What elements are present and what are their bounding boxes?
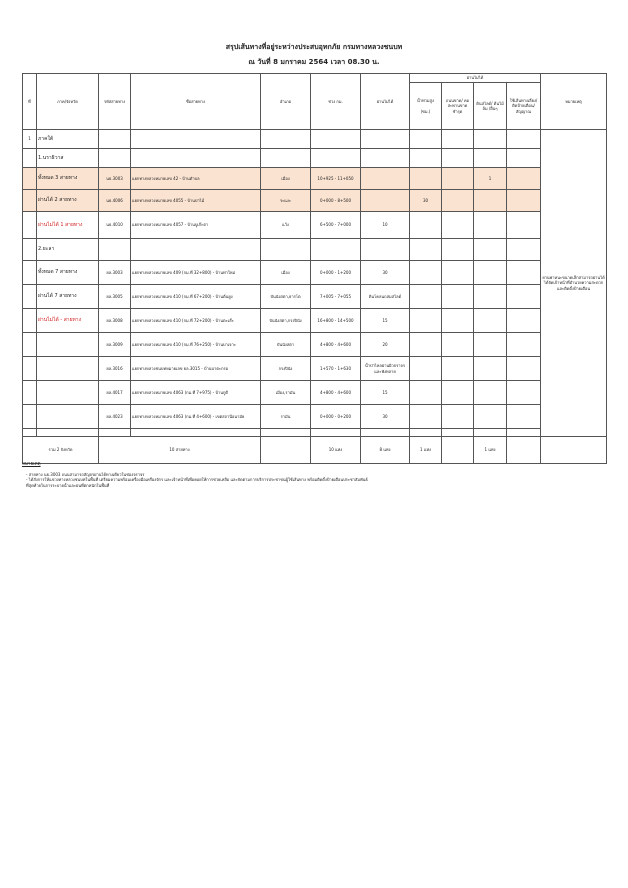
detour [507, 309, 541, 333]
detour [507, 333, 541, 357]
totals-impassable: 8 แห่ง [361, 437, 410, 464]
impassable: ดินโคลนถล่มสไลด์ [361, 285, 410, 309]
bridge [442, 333, 474, 357]
slide [474, 357, 507, 381]
impassable: 20 [361, 333, 410, 357]
col-bridge: ถนนขาด/ คอสะพานขาด ชำรุด [442, 83, 474, 130]
col-detour: ใช้เส้นทางเลี่ยง/ติดป้ายเตือน/สัญญาณ [507, 83, 541, 130]
bridge [442, 381, 474, 405]
province-name: 2.ยะลา [37, 239, 99, 261]
remark-cell: ยานพาหนะขนาดเล็กสามารถผ่านได้ ได้จัดเจ้าหน้าที่อำนวยความสะดวกและติดตั้งป้ายเตือน [541, 130, 607, 437]
water [410, 381, 442, 405]
col-region: ภาค/จังหวัด [37, 74, 99, 130]
totals-roads: 10 สายทาง [99, 437, 261, 464]
region-name: ภาคใต้ [37, 130, 99, 149]
road-code: ยล.3009 [99, 333, 131, 357]
road-code: ยล.3005 [99, 285, 131, 309]
water [410, 168, 442, 190]
district: กรงปินัง [261, 357, 311, 381]
province-name: 1.นราธิวาส [37, 149, 99, 168]
detour [507, 190, 541, 212]
bridge [442, 190, 474, 212]
water [410, 261, 442, 285]
col-impassable: ผ่านไม่ได้ [361, 74, 410, 130]
km-range: 6+500 - 7+000 [311, 212, 361, 239]
district: บันนังสตา,กรงปินัง [261, 309, 311, 333]
road-code: ยล.3008 [99, 309, 131, 333]
bridge [442, 261, 474, 285]
flood-summary-table [22, 73, 607, 464]
road-name: แยกทางหลวงหมายเลข 4057 - บ้านบูเก๊ะตา [131, 212, 261, 239]
slide [474, 381, 507, 405]
header-row-1 [23, 74, 607, 83]
impassable: 30 [361, 261, 410, 285]
table-row [23, 405, 607, 429]
detour [507, 168, 541, 190]
notes [22, 462, 602, 489]
table-row [23, 261, 607, 285]
km-range: 7+005 - 7+055 [311, 285, 361, 309]
spacer-row [23, 429, 607, 437]
road-name: แยกทางหลวงหมายเลข 4055 - บ้านปาไม้ [131, 190, 261, 212]
bridge [442, 168, 474, 190]
count-all: ทั้งหมด 7 สายทาง [37, 261, 99, 285]
table-row [23, 212, 607, 239]
count-pass: ผ่านได้ 2 สายทาง [37, 190, 99, 212]
water [410, 333, 442, 357]
detour [507, 381, 541, 405]
slide [474, 333, 507, 357]
table-row [23, 168, 607, 190]
totals-row [23, 437, 607, 464]
table-row [23, 381, 607, 405]
impassable: 30 [361, 405, 410, 429]
slide [474, 261, 507, 285]
slide: 1 [474, 168, 507, 190]
road-name: แยกทางหลวงหมายเลข 4063 (กม.ที่ 4+600) - เขตสถานีอนามัย [131, 405, 261, 429]
totals-detour [507, 437, 541, 464]
detour [507, 212, 541, 239]
bridge [442, 405, 474, 429]
count-pass: ผ่านได้ 7 สายทาง [37, 285, 99, 309]
road-code: ยล.3016 [99, 357, 131, 381]
note-item: - ได้สั่งการให้แขวงทางหลวงชนบทในพื้นที่ เตรียมความพร้อมเครื่องมือเครื่องจักร และเจ้าหน้าที่เพื่อคอยให้การช่วยเหลือ และจัดตามการบริการประชาชนผู้ใช้เส้นทาง พร้อมติดตั้งป้ายเตือนประชาสัมพันธ์ [26, 477, 368, 483]
km-range: 1+570 - 1+630 [311, 357, 361, 381]
impassable: 10 [361, 212, 410, 239]
notes-heading: หมายเหตุ [22, 462, 41, 467]
detour [507, 405, 541, 429]
impassable: 15 [361, 381, 410, 405]
district: เมือง,รามัน [261, 381, 311, 405]
detour [507, 357, 541, 381]
col-road: ชื่อสายทาง [131, 74, 261, 130]
slide [474, 212, 507, 239]
bridge [442, 309, 474, 333]
water [410, 285, 442, 309]
col-water: น้ำท่วมสูง (ซม.) [410, 83, 442, 130]
road-code: ยล.3003 [99, 261, 131, 285]
slide [474, 190, 507, 212]
km-range: 10+925 - 11+050 [311, 168, 361, 190]
bridge [442, 285, 474, 309]
slide [474, 285, 507, 309]
road-name: แยกทางหลวงหมายเลข 42 - บ้านตำบล [131, 168, 261, 190]
col-no: ที่ [23, 74, 37, 130]
page-subtitle: ณ วันที่ 8 มกราคม 2564 เวลา 08.30 น. [248, 58, 380, 66]
detour [507, 285, 541, 309]
road-code: ยล.4017 [99, 381, 131, 405]
col-code: รหัสสายทาง [99, 74, 131, 130]
impassable [361, 190, 410, 212]
totals-slide: 1 แห่ง [474, 437, 507, 464]
totals-km: 10 แห่ง [311, 437, 361, 464]
row-no: 1 [23, 130, 37, 149]
road-code: นธ.3003 [99, 168, 131, 190]
table-row [23, 190, 607, 212]
km-range: 4+800 - 4+600 [311, 333, 361, 357]
km-range: 0+000 - 8+500 [311, 190, 361, 212]
detour [507, 261, 541, 285]
road-name: แยกทางหลวงหมายเลข 410 (กม.ที่ 72+200) - บ้านตะเล๊ะ [131, 309, 261, 333]
water [410, 212, 442, 239]
note-item: ที่สุดท้ายในการระบายน้ำและฝนที่ตกหนักในพื้นที่ [26, 483, 110, 489]
impassable [361, 168, 410, 190]
district: บันนังสตา,ธารโต [261, 285, 311, 309]
km-range: 0+000 - 0+200 [311, 405, 361, 429]
water: 30 [410, 190, 442, 212]
col-remark: หมายเหตุ [541, 74, 607, 130]
col-district: อำเภอ [261, 74, 311, 130]
road-name: แยกทางหลวงหมายเลข 4063 (กม.ที่ 7+975) - บ้านกูดี [131, 381, 261, 405]
impassable: น้ำป่าไหลผ่านผิวจราจรและพังทลาย [361, 357, 410, 381]
col-group: ผ่านไม่ได้ [410, 74, 541, 83]
col-slide: ดินสไลด์/ ต้นไม้ล้ม /อื่นๆ [474, 83, 507, 130]
col-km: ช่วง กม. [311, 74, 361, 130]
table-row [23, 309, 607, 333]
district: แว้ง [261, 212, 311, 239]
count-all: ทั้งหมด 3 สายทาง [37, 168, 99, 190]
province-row [23, 239, 607, 261]
km-range: 4+800 - 4+600 [311, 381, 361, 405]
km-range: 16+800 - 14+500 [311, 309, 361, 333]
page-title: สรุปเส้นทางที่อยู่ระหว่างประสบอุทกภัย กรมทางหลวงชนบท [225, 43, 403, 51]
district: บันนังสตา [261, 333, 311, 357]
section-row [23, 130, 607, 149]
count-fail: ผ่านไม่ได้ - สายทาง [37, 309, 99, 333]
road-code: นธ.4006 [99, 190, 131, 212]
water [410, 309, 442, 333]
province-row [23, 149, 607, 168]
district: ระแงะ [261, 190, 311, 212]
water [410, 357, 442, 381]
slide [474, 309, 507, 333]
district: รามัน [261, 405, 311, 429]
district: เมือง [261, 261, 311, 285]
road-name: แยกทางหลวงหมายเลข 409 (กม.ที่ 32+800) - บ้านท่าใหม่ [131, 261, 261, 285]
totals-water: 1 แห่ง [410, 437, 442, 464]
note-item: - สายทาง นธ.3003 ถนนสามารถสัญจรผ่านได้ทางเดียวในช่องจราจร [26, 471, 145, 477]
km-range: 0+000 - 1+200 [311, 261, 361, 285]
road-code: ยล.4023 [99, 405, 131, 429]
table-row [23, 333, 607, 357]
impassable: 15 [361, 309, 410, 333]
slide [474, 405, 507, 429]
totals-bridge [442, 437, 474, 464]
totals-label: รวม 2 จังหวัด [23, 437, 99, 464]
bridge [442, 357, 474, 381]
road-name: แยกทางหลวงหมายเลข 410 (กม.ที่ 67+200) - บ้านต้นยูง [131, 285, 261, 309]
road-name: แยกทางหลวงชนบทหมายเลข ยล.3015 - บ้านบาตะกรอ [131, 357, 261, 381]
table-row [23, 357, 607, 381]
bridge [442, 212, 474, 239]
water [410, 405, 442, 429]
district: เมือง [261, 168, 311, 190]
count-fail: ผ่านไม่ได้ 1 สายทาง [37, 212, 99, 239]
road-code: นธ.4010 [99, 212, 131, 239]
road-name: แยกทางหลวงหมายเลข 410 (กม.ที่ 76+250) - บ้านบาเจาะ [131, 333, 261, 357]
table-row [23, 285, 607, 309]
